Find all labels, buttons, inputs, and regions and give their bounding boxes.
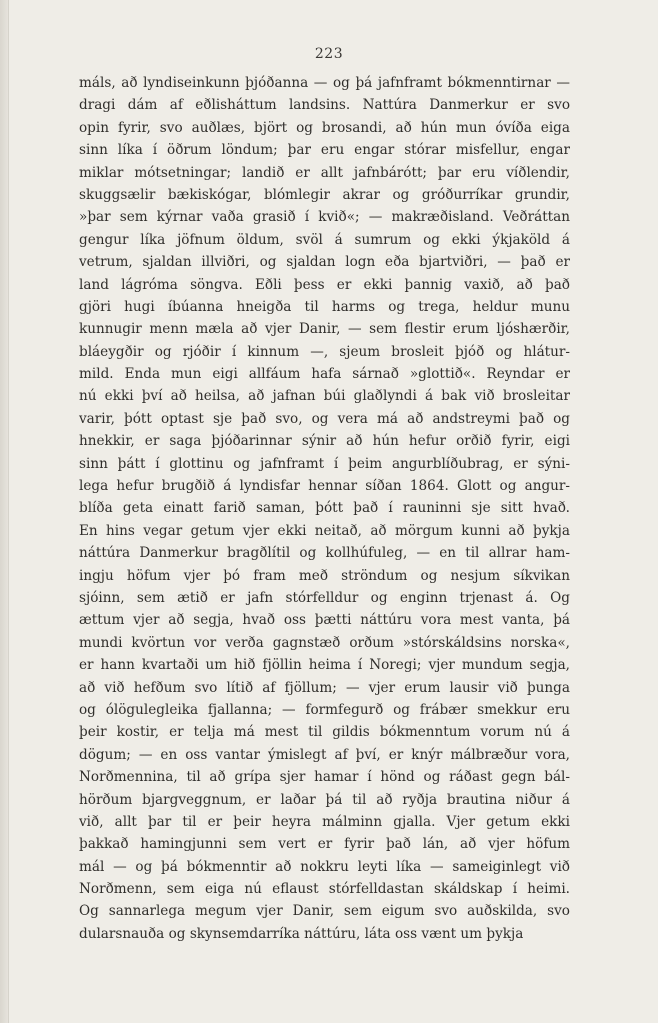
text-line: opin fyrir, svo auðlæs, björt og brosandi, að hún mun óvíða eiga xyxy=(79,119,570,136)
text-line: Norðmennina, til að grípa sjer hamar í hönd og ráðast gegn bál- xyxy=(79,769,570,786)
text-line: að við hefðum svo lítið af fjöllum; — vjer erum lausir við þunga xyxy=(79,679,570,696)
text-line: náttúra Danmerkur bragðlítil og kollhúfuleg, — en til allrar ham- xyxy=(79,545,570,562)
text-line: gengur líka jöfnum öldum, svöl á sumrum og ekki ýkjaköld á xyxy=(79,231,570,248)
text-line: máls, að lyndiseinkunn þjóðanna — og þá jafnframt bókmenntirnar — xyxy=(79,75,570,91)
text-line: þakkað hamingjunni sem vert er fyrir það lán, að vjer höfum xyxy=(79,836,570,853)
text-line: mundi kvörtun vor verða gagnstæð orðum »stórskáldsins norska«, xyxy=(79,634,570,651)
text-line: hörðum bjargveggnum, er laðar þá til að ryðja brautina niður á xyxy=(79,791,570,808)
text-line: mál — og þá bókmenntir að nokkru leyti líka — sameiginlegt við xyxy=(79,858,570,875)
text-line: kunnugir menn mæla að vjer Danir, — sem flestir erum ljóshærðir, xyxy=(79,321,570,338)
text-line: »þar sem kýrnar vaða grasið í kvið«; — makræðisland. Veðráttan xyxy=(79,209,570,226)
text-line: Og sannarlega megum vjer Danir, sem eigum svo auðskilda, svo xyxy=(79,903,570,920)
text-line: bláeygðir og rjóðir í kinnum —, sjeum brosleit þjóð og hlátur- xyxy=(79,343,570,360)
text-line: vetrum, sjaldan illviðri, og sjaldan logn eða bjartviðri, — það er xyxy=(79,254,570,271)
text-line: gjöri hugi íbúanna hneigða til harms og trega, heldur munu xyxy=(79,298,570,315)
text-line: Norðmenn, sem eiga nú eflaust stórfelldastan skáldskap í heimi. xyxy=(79,881,570,898)
text-line: mild. Enda mun eigi allfáum hafa sárnað »glottið«. Reyndar er xyxy=(79,366,570,383)
text-line: við, allt þar til er þeir heyra málminn gjalla. Vjer getum ekki xyxy=(79,813,570,830)
text-line: dögum; — en oss vantar ýmislegt af því, er knýr málbræður vora, xyxy=(79,746,570,763)
text-line: sinn þátt í glottinu og jafnframt í þeim angurblíðubrag, er sýni- xyxy=(79,455,570,472)
page-number: 223 xyxy=(314,46,344,62)
text-line: En hins vegar getum vjer ekki neitað, að mörgum kunni að þykja xyxy=(79,522,570,539)
text-line: dularsnauða og skynsemdarríka náttúru, láta oss vænt um þykja xyxy=(79,925,524,942)
body-text xyxy=(79,72,570,945)
text-line: ingju höfum vjer þó fram með ströndum og nesjum síkvikan xyxy=(79,567,570,584)
text-line: og ólögulegleika fjallanna; — formfegurð og frábær smekkur eru xyxy=(79,701,570,718)
text-line: lega hefur brugðið á lyndisfar hennar síðan 1864. Glott og angur- xyxy=(79,478,570,495)
text-line: þeir kostir, er telja má mest til gildis bókmenntum vorum nú á xyxy=(79,724,570,741)
text-line: ættum vjer að segja, hvað oss þætti náttúru vora mest vanta, þá xyxy=(79,612,570,629)
text-line: blíða geta einatt farið saman, þótt það í rauninni sje sitt hvað. xyxy=(79,500,570,517)
text-line: miklar mótsetningar; landið er allt jafnbárótt; þar eru víðlendir, xyxy=(79,164,570,181)
text-line: dragi dám af eðlisháttum landsins. Nattúra Danmerkur er svo xyxy=(79,97,570,114)
text-line: skuggsælir bækiskógar, blómlegir akrar og gróðurríkar grundir, xyxy=(79,186,570,203)
text-line: land lágróma söngva. Eðli þess er ekki þannig vaxið, að það xyxy=(79,276,570,293)
text-line: hnekkir, er saga þjóðarinnar sýnir að hún hefur orðið fyrir, eigi xyxy=(79,433,570,450)
book-gutter xyxy=(0,0,8,1023)
text-line: varir, þótt optast sje það svo, og vera má að andstreymi það og xyxy=(79,410,570,427)
text-line: sinn líka í öðrum löndum; þar eru engar stórar misfellur, engar xyxy=(79,142,570,159)
text-line: sjóinn, sem ætið er jafn stórfelldur og enginn trjenast á. Og xyxy=(79,589,570,606)
text-line: er hann kvartaði um hið fjöllin heima í Noregi; vjer mundum segja, xyxy=(79,657,570,674)
text-line: nú ekki því að heilsa, að jafnan búi glaðlyndi á bak við brosleitar xyxy=(79,388,570,405)
